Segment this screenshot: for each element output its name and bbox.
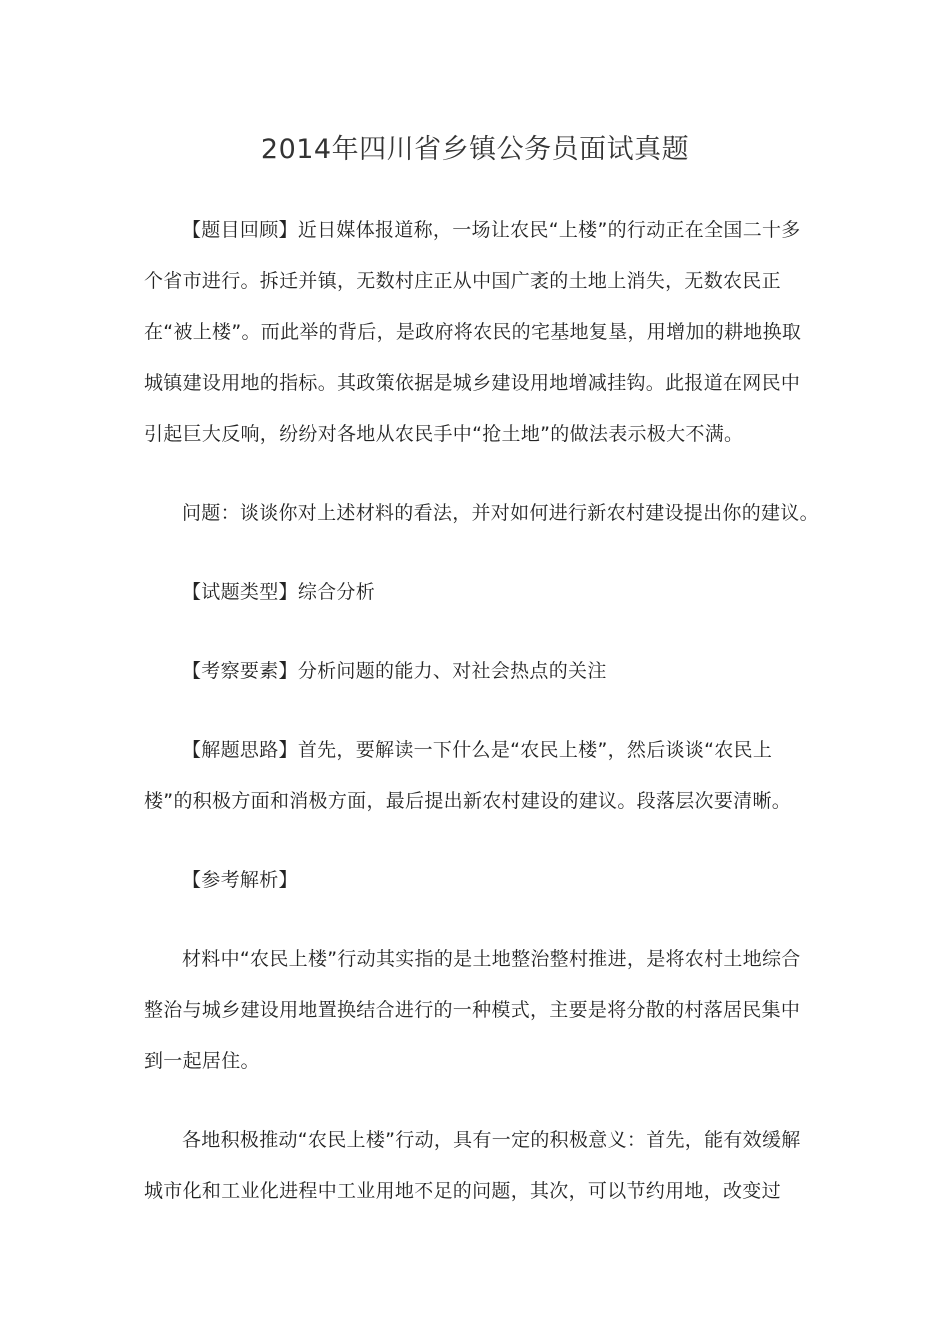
paragraph-analysis-2: [144, 1115, 808, 1217]
paragraph-text: 首先，要解读一下什么是“农民上楼”，然后谈谈“农民上楼”的积极方面和消极方面，最后提出新农村建设的建议。段落层次要清晰。: [144, 739, 792, 812]
section-label: 【考察要素】: [182, 660, 298, 682]
paragraph-solution-approach: [144, 725, 808, 827]
document-body: [144, 205, 819, 1217]
paragraph-text: 问题：谈谈你对上述材料的看法，并对如何进行新农村建设提出你的建议。: [182, 502, 819, 524]
paragraph-question: [144, 488, 819, 539]
section-label: 【参考解析】: [182, 869, 298, 891]
paragraph-question-review: [144, 205, 808, 460]
paragraph-reference-analysis-heading: [144, 855, 808, 906]
paragraph-question-type: [144, 567, 808, 618]
document-title: 2014年四川省乡镇公务员面试真题: [260, 134, 690, 165]
paragraph-text: 综合分析: [297, 581, 376, 603]
section-label: 【解题思路】: [182, 739, 298, 761]
paragraph-analysis-1: [144, 934, 808, 1087]
paragraph-text: 分析问题的能力、对社会热点的关注: [297, 660, 607, 682]
paragraph-text: 材料中“农民上楼”行动其实指的是土地整治整村推进，是将农村土地综合整治与城乡建设用地置换结合进行的一种模式，主要是将分散的村落居民集中到一起居住。: [144, 948, 801, 1072]
paragraph-text: 各地积极推动“农民上楼”行动，具有一定的积极意义：首先，能有效缓解城市化和工业化进程中工业用地不足的问题，其次，可以节约用地，改变过: [144, 1129, 801, 1202]
paragraph-text: 近日媒体报道称，一场让农民“上楼”的行动正在全国二十多个省市进行。拆迁并镇，无数村庄正从中国广袤的土地上消失，无数农民正在“被上楼”。而此举的背后，是政府将农民的宅基地复垦，用增加的耕地换取城镇建设用地的指标。其政策依据是城乡建设用地增减挂钩。此报道在网民中引起巨大反响，纷纷对各地从农民手中“抢土地”的做法表示极大不满。: [144, 219, 802, 445]
paragraph-assessment-elements: [144, 646, 808, 697]
section-label: 【题目回顾】: [182, 219, 298, 241]
section-label: 【试题类型】: [182, 581, 298, 603]
